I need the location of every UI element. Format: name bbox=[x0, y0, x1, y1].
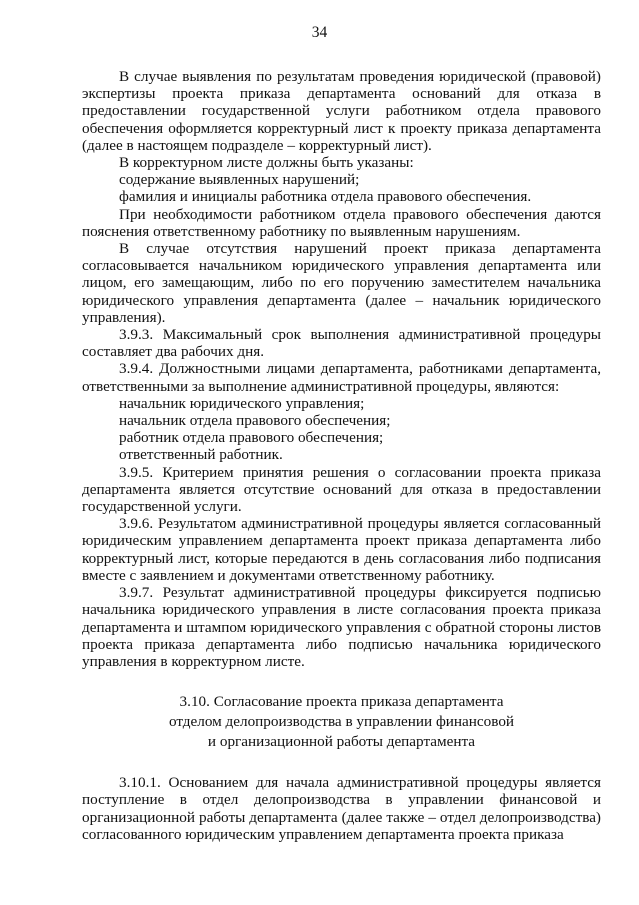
section-heading-3-10 bbox=[82, 692, 601, 752]
paragraph-3-9-3: 3.9.3. Максимальный срок выполнения административной процедуры составляет два рабочих дня. bbox=[82, 326, 601, 361]
heading-line: и организационной работы департамента bbox=[207, 733, 476, 751]
paragraph-explanations: При необходимости работником отдела правового обеспечения даются пояснения ответственному работнику по выявленным нарушениям. bbox=[82, 205, 601, 240]
list-item: содержание выявленных нарушений; bbox=[119, 171, 360, 189]
list-item: работник отдела правового обеспечения; bbox=[119, 429, 384, 447]
paragraph-correction-sheet: В случае выявления по результатам проведения юридической (правовой) экспертизы проекта приказа департамента оснований для отказа в предоставлении государственной услуги работником отдела правового обеспечения оформляется корректурный лист к проекту приказа департамента (далее в настоящем подразделе – корректурный лист). bbox=[82, 68, 601, 154]
paragraph-3-9-7: 3.9.7. Результат административной процедуры фиксируется подписью начальника юридического управления в листе согласования проекта приказа департамента и штампом юридического управления с обратной стороны листов проекта приказа департамента либо подписью начальника юридического управления в корректурном листе. bbox=[82, 584, 601, 670]
paragraph-3-9-4: 3.9.4. Должностными лицами департамента, работниками департамента, ответственными за выполнение административной процедуры, являются: bbox=[82, 360, 601, 395]
paragraph-3-10-1: 3.10.1. Основанием для начала административной процедуры является поступление в отдел делопроизводства в управлении финансовой и организационной работы департамента (далее также – отдел делопроизводства) согласованного юридическим управлением департамента проекта приказа bbox=[82, 774, 601, 843]
paragraph-3-9-6: 3.9.6. Результатом административной процедуры является согласованный юридическим управлением департамента проект приказа департамента либо корректурный лист, которые передаются в день согласования либо подписания вместе с заявлением и документами ответственному работнику. bbox=[82, 515, 601, 584]
list-item: начальник юридического управления; bbox=[119, 394, 365, 412]
page-number: 34 bbox=[311, 24, 328, 41]
list-item: начальник отдела правового обеспечения; bbox=[119, 412, 391, 430]
paragraph-approval: В случае отсутствия нарушений проект приказа департамента согласовывается начальником юридического управления департамента или лицом, его замещающим, либо по его поручению заместителем начальника юридического управления департамента (далее – начальник юридического управления). bbox=[82, 240, 601, 326]
paragraph-3-9-5: 3.9.5. Критерием принятия решения о согласовании проекта приказа департамента является отсутствие оснований для отказа в предоставлении государственной услуги. bbox=[82, 463, 601, 516]
list-item: ответственный работник. bbox=[119, 446, 283, 464]
list-item: фамилия и инициалы работника отдела правового обеспечения. bbox=[119, 188, 532, 206]
heading-line: отделом делопроизводства в управлении финансовой bbox=[168, 713, 515, 731]
heading-line: 3.10. Согласование проекта приказа департамента bbox=[179, 693, 504, 711]
document-body bbox=[82, 68, 601, 843]
paragraph-sheet-contents-intro: В корректурном листе должны быть указаны: bbox=[119, 154, 414, 172]
